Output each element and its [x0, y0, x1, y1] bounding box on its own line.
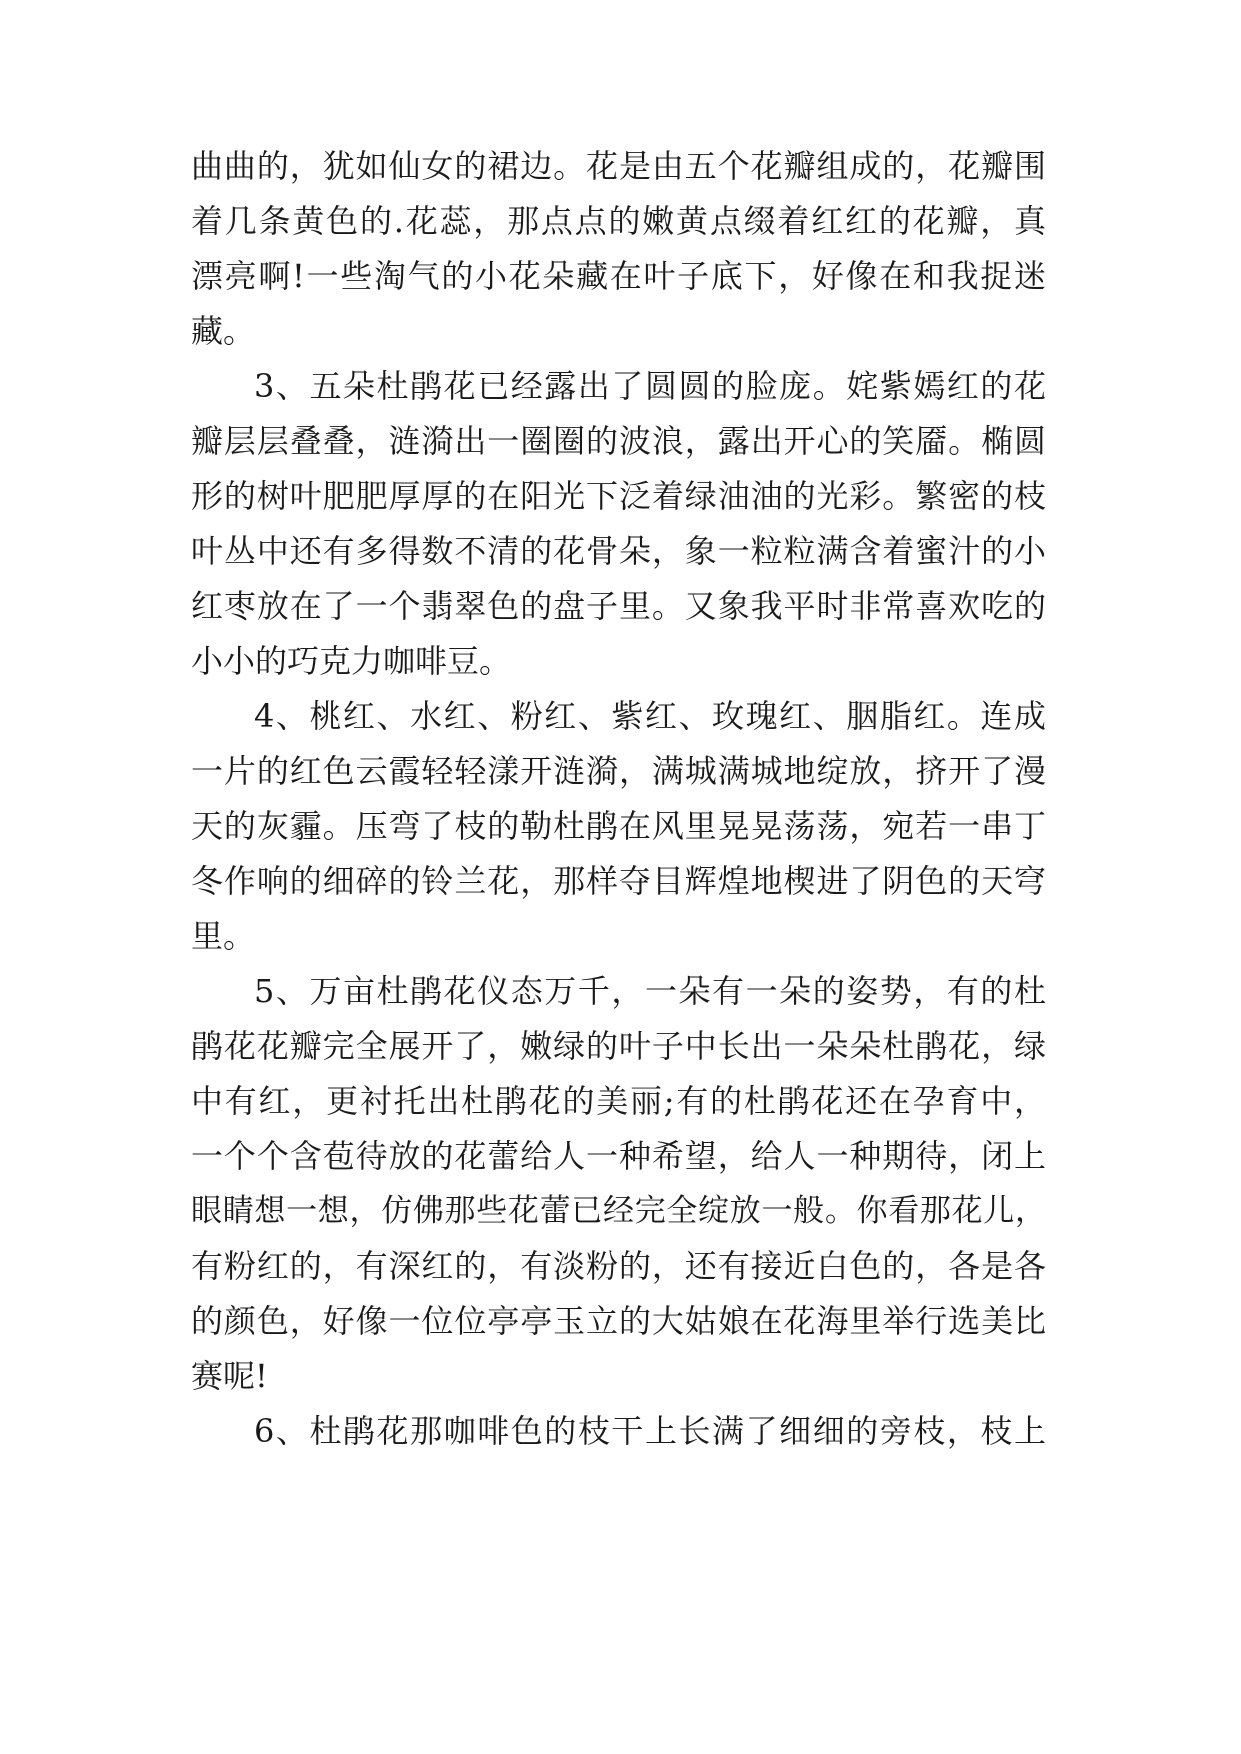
paragraph-4-line-3 [0, 806, 1241, 846]
paragraph-4-line-5 [0, 916, 1241, 956]
paragraph-1-line-4 [0, 311, 1241, 351]
text-line: 5、万亩杜鹃花仪态万千，一朵有一朵的姿势，有的杜 [254, 972, 1046, 1010]
paragraph-3-line-3 [0, 476, 1241, 516]
text-line: 红枣放在了一个翡翠色的盘子里。又象我平时非常喜欢吃的 [191, 587, 1046, 625]
text-line: 中有红，更衬托出杜鹃花的美丽;有的杜鹃花还在孕育中， [191, 1082, 1046, 1120]
text-line: 着几条黄色的.花蕊，那点点的嫩黄点缀着红红的花瓣，真 [191, 202, 1046, 240]
text-line: 一个个含苞待放的花蕾给人一种希望，给人一种期待，闭上 [191, 1137, 1046, 1175]
text-line: 瓣层层叠叠，涟漪出一圈圈的波浪，露出开心的笑靥。椭圆 [191, 422, 1046, 460]
paragraph-4-line-2 [0, 751, 1241, 791]
paragraph-5-line-1 [0, 971, 1241, 1011]
text-line: 一片的红色云霞轻轻漾开涟漪，满城满城地绽放，挤开了漫 [191, 752, 1046, 790]
text-line: 藏。 [191, 312, 256, 350]
text-line: 赛呢! [191, 1357, 268, 1395]
paragraph-6-line-1 [0, 1411, 1241, 1451]
paragraph-5-line-7 [0, 1301, 1241, 1341]
paragraph-3-line-6 [0, 641, 1241, 681]
paragraph-5-line-3 [0, 1081, 1241, 1121]
paragraph-5-line-4 [0, 1136, 1241, 1176]
text-line: 里。 [191, 917, 256, 955]
text-line: 天的灰霾。压弯了枝的勒杜鹃在风里晃晃荡荡，宛若一串丁 [191, 807, 1046, 845]
paragraph-1-line-1 [0, 146, 1241, 186]
paragraph-5-line-6 [0, 1246, 1241, 1286]
paragraph-4-line-4 [0, 861, 1241, 901]
paragraph-1-line-2 [0, 201, 1241, 241]
paragraph-3-line-4 [0, 531, 1241, 571]
text-line: 6、杜鹃花那咖啡色的枝干上长满了细细的旁枝，枝上 [254, 1412, 1046, 1450]
text-line: 小小的巧克力咖啡豆。 [191, 642, 512, 680]
paragraph-3-line-1 [0, 366, 1241, 406]
paragraph-5-line-8 [0, 1356, 1241, 1396]
text-line: 眼睛想一想，仿佛那些花蕾已经完全绽放一般。你看那花儿， [191, 1193, 1046, 1229]
text-line: 鹃花花瓣完全展开了，嫩绿的叶子中长出一朵朵杜鹃花，绿 [191, 1027, 1046, 1065]
text-line: 的颜色，好像一位位亭亭玉立的大姑娘在花海里举行选美比 [191, 1302, 1046, 1340]
text-line: 叶丛中还有多得数不清的花骨朵，象一粒粒满含着蜜汁的小 [191, 532, 1046, 570]
text-line: 3、五朵杜鹃花已经露出了圆圆的脸庞。姹紫嫣红的花 [254, 367, 1046, 405]
paragraph-5-line-2 [0, 1026, 1241, 1066]
paragraph-4-line-1 [0, 696, 1241, 736]
text-line: 有粉红的，有深红的，有淡粉的，还有接近白色的，各是各 [191, 1247, 1046, 1285]
text-line: 4、桃红、水红、粉红、紫红、玫瑰红、胭脂红。连成 [254, 697, 1046, 735]
paragraph-3-line-5 [0, 586, 1241, 626]
paragraph-3-line-2 [0, 421, 1241, 461]
text-line: 形的树叶肥肥厚厚的在阳光下泛着绿油油的光彩。繁密的枝 [191, 477, 1046, 515]
text-line: 曲曲的，犹如仙女的裙边。花是由五个花瓣组成的，花瓣围 [191, 147, 1046, 185]
paragraph-1-line-3 [0, 256, 1241, 296]
paragraph-5-line-5 [0, 1191, 1241, 1231]
text-line: 漂亮啊!一些淘气的小花朵藏在叶子底下，好像在和我捉迷 [191, 257, 1046, 295]
text-line: 冬作响的细碎的铃兰花，那样夺目辉煌地楔进了阴色的天穹 [191, 862, 1046, 900]
